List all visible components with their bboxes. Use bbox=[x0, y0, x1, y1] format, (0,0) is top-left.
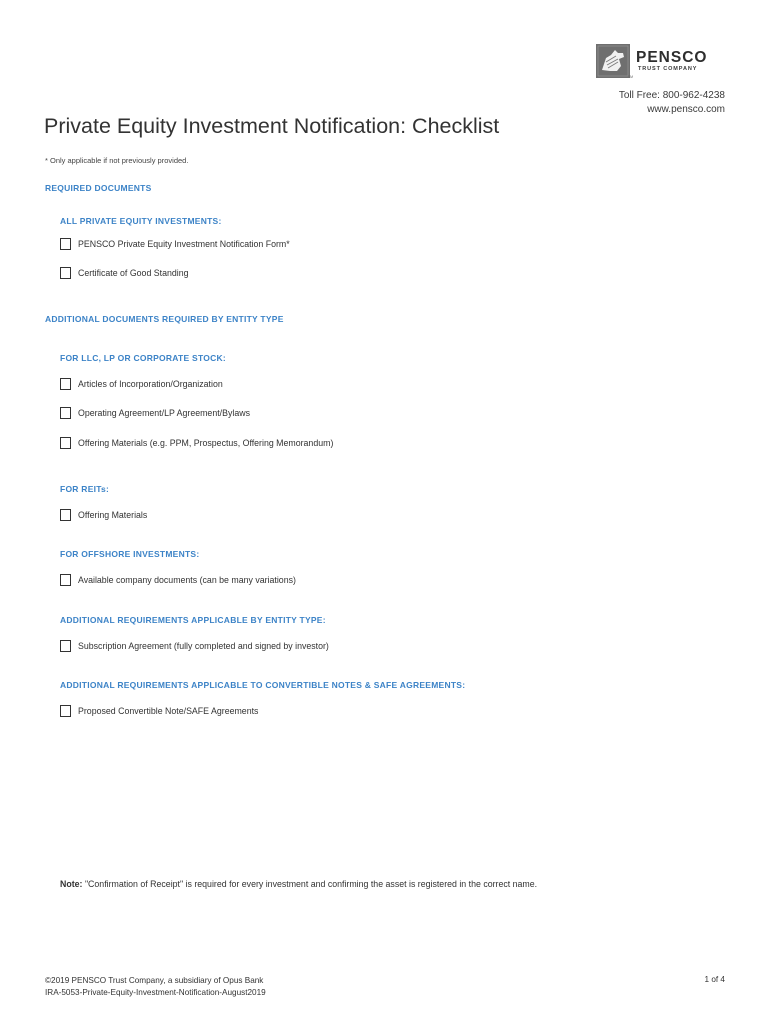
checklist-item[interactable] bbox=[60, 573, 296, 586]
page-title: Private Equity Investment Notification: Checklist bbox=[44, 114, 500, 138]
page-number: 1 of 4 bbox=[704, 975, 725, 984]
checkbox[interactable] bbox=[60, 378, 71, 390]
checklist-item-label: Offering Materials bbox=[78, 509, 148, 520]
all-private-equity-heading: ALL PRIVATE EQUITY INVESTMENTS: bbox=[60, 216, 222, 226]
checkbox[interactable] bbox=[60, 407, 71, 419]
entity-type-heading: ADDITIONAL REQUIREMENTS APPLICABLE BY ENTITY TYPE: bbox=[60, 615, 326, 625]
required-documents-heading: REQUIRED DOCUMENTS bbox=[45, 183, 152, 193]
additional-documents-heading: ADDITIONAL DOCUMENTS REQUIRED BY ENTITY TYPE bbox=[45, 314, 284, 324]
checkbox[interactable] bbox=[60, 509, 71, 521]
checkbox[interactable] bbox=[60, 238, 71, 250]
checklist-item[interactable] bbox=[60, 377, 223, 390]
checkbox[interactable] bbox=[60, 705, 71, 717]
pensco-horse-icon bbox=[596, 44, 630, 78]
checkbox[interactable] bbox=[60, 267, 71, 279]
logo-subtitle: TRUST COMPANY bbox=[638, 66, 698, 72]
checklist-item-label: PENSCO Private Equity Investment Notification Form* bbox=[78, 238, 290, 249]
logo-name: PENSCO bbox=[636, 49, 708, 66]
checklist-item[interactable] bbox=[60, 704, 258, 717]
offshore-heading: FOR OFFSHORE INVESTMENTS: bbox=[60, 549, 200, 559]
reits-heading: FOR REITs: bbox=[60, 484, 110, 494]
checklist-item-label: Offering Materials (e.g. PPM, Prospectus, Offering Memorandum) bbox=[78, 437, 334, 448]
note-text: "Confirmation of Receipt" is required for every investment and confirming the asset is registered in the correct name. bbox=[84, 879, 538, 889]
checklist-item-label: Subscription Agreement (fully completed and signed by investor) bbox=[78, 640, 329, 651]
logo-trademark: TM bbox=[628, 75, 634, 79]
checklist-item-label: Articles of Incorporation/Organization bbox=[78, 378, 223, 389]
checklist-item[interactable] bbox=[60, 508, 147, 521]
llc-lp-corporate-heading: FOR LLC, LP OR CORPORATE STOCK: bbox=[60, 353, 226, 363]
convertible-notes-heading: ADDITIONAL REQUIREMENTS APPLICABLE TO CONVERTIBLE NOTES & SAFE AGREEMENTS: bbox=[60, 680, 466, 690]
copyright-text: ©2019 PENSCO Trust Company, a subsidiary of Opus Bank bbox=[45, 976, 264, 985]
checkbox[interactable] bbox=[60, 574, 71, 586]
checklist-item[interactable] bbox=[60, 639, 329, 652]
contact-info bbox=[619, 89, 725, 117]
checklist-item[interactable] bbox=[60, 406, 250, 419]
toll-free-number: Toll Free: 800-962-4238 bbox=[618, 90, 725, 101]
website-link[interactable]: www.pensco.com bbox=[647, 104, 725, 115]
checklist-item[interactable] bbox=[60, 436, 333, 449]
applicability-note: * Only applicable if not previously provided. bbox=[45, 156, 189, 165]
form-id: IRA-5053-Private-Equity-Investment-Notification-August2019 bbox=[45, 988, 266, 997]
pensco-logo bbox=[596, 44, 728, 78]
checklist-item[interactable] bbox=[60, 266, 189, 279]
checklist-item[interactable] bbox=[60, 237, 290, 250]
note-label: Note: bbox=[60, 879, 83, 889]
confirmation-note bbox=[60, 879, 537, 889]
checkbox[interactable] bbox=[60, 437, 71, 449]
footer bbox=[45, 975, 266, 999]
checklist-item-label: Proposed Convertible Note/SAFE Agreements bbox=[78, 705, 259, 716]
checklist-item-label: Available company documents (can be many variations) bbox=[78, 574, 296, 585]
checkbox[interactable] bbox=[60, 640, 71, 652]
checklist-item-label: Certificate of Good Standing bbox=[78, 267, 189, 278]
checklist-item-label: Operating Agreement/LP Agreement/Bylaws bbox=[78, 407, 250, 418]
